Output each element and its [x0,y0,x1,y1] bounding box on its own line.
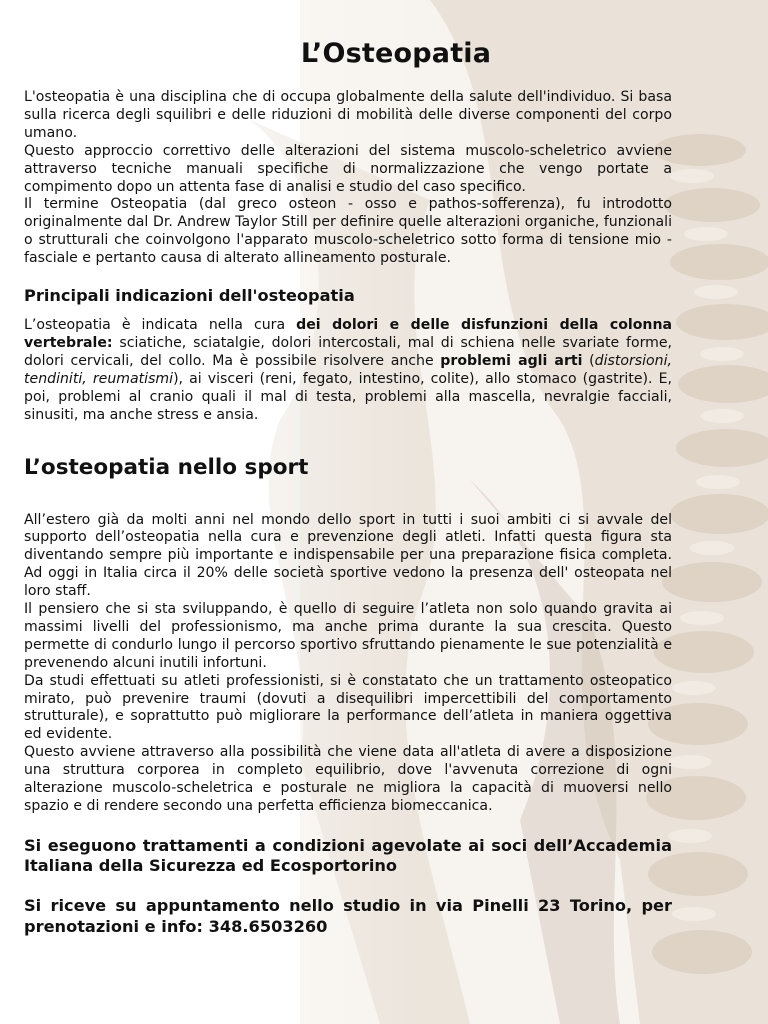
intro-line-2: Questo approccio correttivo delle alterazioni del sistema muscolo-scheletrico avviene attraverso tecniche manuali specifiche di normalizzazione che vengo portate a compimento dopo un attenta fase di analisi e studio del caso specifico. [24,142,672,195]
discount-note: Si eseguono trattamenti a condizioni agevolate ai soci dell’Accademia Italiana della Sicurezza ed Ecosportorino [24,835,672,876]
sport-line-3: Da studi effettuati su atleti professionisti, si è constatato che un trattamento osteopatico mirato, può prevenire traumi (dovuti a disequilibri impercettibili del comportamento strutturale), e soprattutto può migliorare la performance dell’atleta in maniera oggettiva ed evidente. [24,672,672,743]
sport-line-1: All’estero già da molti anni nel mondo dello sport in tutti i suoi ambiti ci si avvale del supporto dell’osteopatia nella cura e prevenzione degli atleti. Infatti questa figura sta diventando sempre più importante e indispensabile per una preparazione fisica completa. Ad oggi in Italia circa il 20% delle società sportive vedono la presenza dell' osteopata nel loro staff. [24,511,672,600]
intro-paragraph [24,89,672,268]
sport-line-2: Il pensiero che si sta sviluppando, è quello di seguire l’atleta non solo quando gravita ai massimi livelli del professionismo, ma anche prima durante la sua crescita. Questo permette di condurlo lungo il percorso sportivo sfruttando pienamente le sue potenzialità e prevenendo alcuni inutili infortuni. [24,601,672,671]
indications-text-1: L’osteopatia è indicata nella cura [24,317,297,334]
indications-text-2: sciatiche, sciatalgie, dolori intercostali, mal di schiena nelle svariate forme, dolori cervicali, del collo. Ma è possibile risolvere anche [24,334,672,369]
indications-paragraph [24,317,672,424]
indications-bold-1: dei dolori e delle disfunzioni della colonna vertebrale: [24,317,672,351]
indications-text-3: ( [582,352,595,369]
appointment-note: Si riceve su appuntamento nello studio in via Pinelli 23 Torino, per prenotazioni e info: 348.6503260 [24,896,672,936]
sport-line-4: Questo avviene attraverso alla possibilità che viene data all'atleta di avere a disposizione una struttura corporea in completo equilibrio, dove l'avvenuta correzione di ogni alterazione muscolo-scheletrica e posturale ne migliora la capacità di muoversi nello spazio e di rendere secondo una perfetta efficienza biomeccanica. [24,744,672,814]
indications-italic-1: distorsioni, tendiniti, reumatismi [24,352,672,387]
indications-text-4: ), ai visceri (reni, fegato, intestino, colite), allo stomaco (gastrite). E, poi, problemi al cranio quali il mal di testa, problemi alla mascella, nevralgie facciali, sinusiti, ma anche stress e ansia. [24,370,672,423]
sport-paragraph [24,512,672,816]
sport-heading: L’osteopatia nello sport [24,454,309,480]
intro-line-3: Il termine Osteopatia (dal greco osteon - osso e pathos-sofferenza), fu introdotto originalmente dal Dr. Andrew Taylor Still per definire quelle alterazioni organiche, funzionali o strutturali che coinvolgono l'apparato muscolo-scheletrico sotto forma di tensione mio - fasciale e pertanto causa di alterato allineamento posturale. [24,196,672,267]
document-page [24,38,672,937]
indications-bold-2: problemi agli arti [440,352,583,369]
indications-heading: Principali indicazioni dell'osteopatia [24,286,355,306]
intro-line-1: L'osteopatia è una disciplina che di occupa globalmente della salute dell'individuo. Si basa sulla ricerca degli squilibri e delle riduzioni di mobilità delle diverse componenti del corpo umano. [24,89,672,141]
page-title: L’Osteopatia [300,38,492,69]
